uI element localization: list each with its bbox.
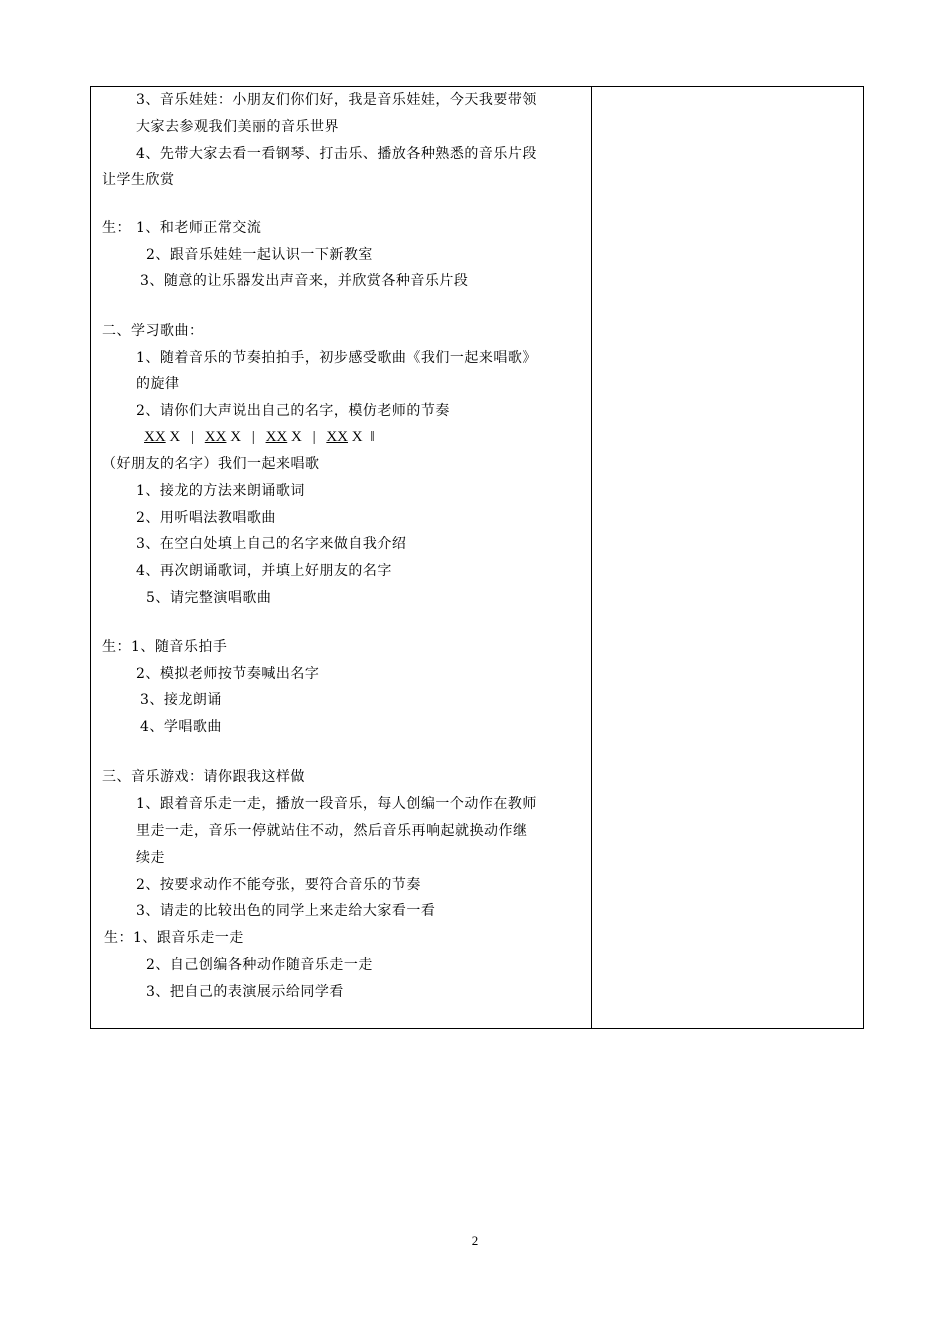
line-29: 2、自己创编各种动作随音乐走一走 [146, 957, 373, 973]
line-7: 3、随意的让乐器发出声音来，并欣赏各种音乐片段 [140, 273, 469, 289]
rhythm-note: X [169, 429, 181, 445]
line-16: 4、再次朗诵歌词，并填上好朋友的名字 [136, 563, 392, 579]
page-number: 2 [471, 1233, 479, 1248]
line-19: 2、模拟老师按节奏喊出名字 [136, 666, 320, 682]
line-28: 生：1、跟音乐走一走 [104, 930, 244, 946]
rhythm-barline: | [251, 429, 255, 445]
rhythm-note-pair: XX [144, 429, 166, 445]
rhythm-barline: | [191, 429, 195, 445]
line-4: 让学生欣赏 [102, 172, 175, 188]
line-27: 3、请走的比较出色的同学上来走给大家看一看 [136, 903, 436, 919]
line-21: 4、学唱歌曲 [140, 719, 222, 735]
line-17: 5、请完整演唱歌曲 [146, 590, 272, 606]
rhythm-note: X [290, 429, 302, 445]
rhythm-note: X [230, 429, 242, 445]
line-30: 3、把自己的表演展示给同学看 [146, 984, 344, 1000]
line-9: 1、随着音乐的节奏拍拍手，初步感受歌曲《我们一起来唱歌》 [136, 350, 537, 366]
line-25: 续走 [136, 850, 165, 866]
line-11: 2、请你们大声说出自己的名字，模仿老师的节奏 [136, 403, 450, 419]
rhythm-notation [144, 428, 375, 446]
line-23: 1、跟着音乐走一走，播放一段音乐，每人创编一个动作在教师 [136, 796, 537, 812]
rhythm-note-pair: XX [204, 429, 227, 445]
line-22: 三、音乐游戏：请你跟我这样做 [102, 769, 305, 785]
line-10: 的旋律 [136, 376, 180, 392]
line-18: 生：1、随音乐拍手 [102, 639, 228, 655]
line-1: 3、音乐娃娃：小朋友们你们好，我是音乐娃娃，今天我要带领 [136, 92, 537, 108]
line-5: 生： 1、和老师正常交流 [102, 220, 262, 236]
line-15: 3、在空白处填上自己的名字来做自我介绍 [136, 536, 407, 552]
line-2: 大家去参观我们美丽的音乐世界 [136, 119, 339, 135]
line-8: 二、学习歌曲： [102, 323, 204, 339]
line-13: 1、接龙的方法来朗诵歌词 [136, 483, 305, 499]
column-divider [591, 87, 592, 1028]
rhythm-end-barline: ‖ [370, 429, 375, 445]
line-20: 3、接龙朗诵 [140, 692, 222, 708]
rhythm-barline: | [312, 429, 316, 445]
rhythm-note: X [351, 429, 363, 445]
rhythm-note-pair: XX [265, 429, 288, 445]
line-24: 里走一走，音乐一停就站住不动，然后音乐再响起就换动作继 [136, 823, 528, 839]
line-6: 2、跟音乐娃娃一起认识一下新教室 [146, 247, 373, 263]
line-26: 2、按要求动作不能夸张，要符合音乐的节奏 [136, 877, 421, 893]
line-12: （好朋友的名字）我们一起来唱歌 [102, 456, 320, 472]
line-3: 4、先带大家去看一看钢琴、打击乐、播放各种熟悉的音乐片段 [136, 146, 537, 162]
line-14: 2、用听唱法教唱歌曲 [136, 510, 276, 526]
rhythm-note-pair: XX [326, 429, 349, 445]
